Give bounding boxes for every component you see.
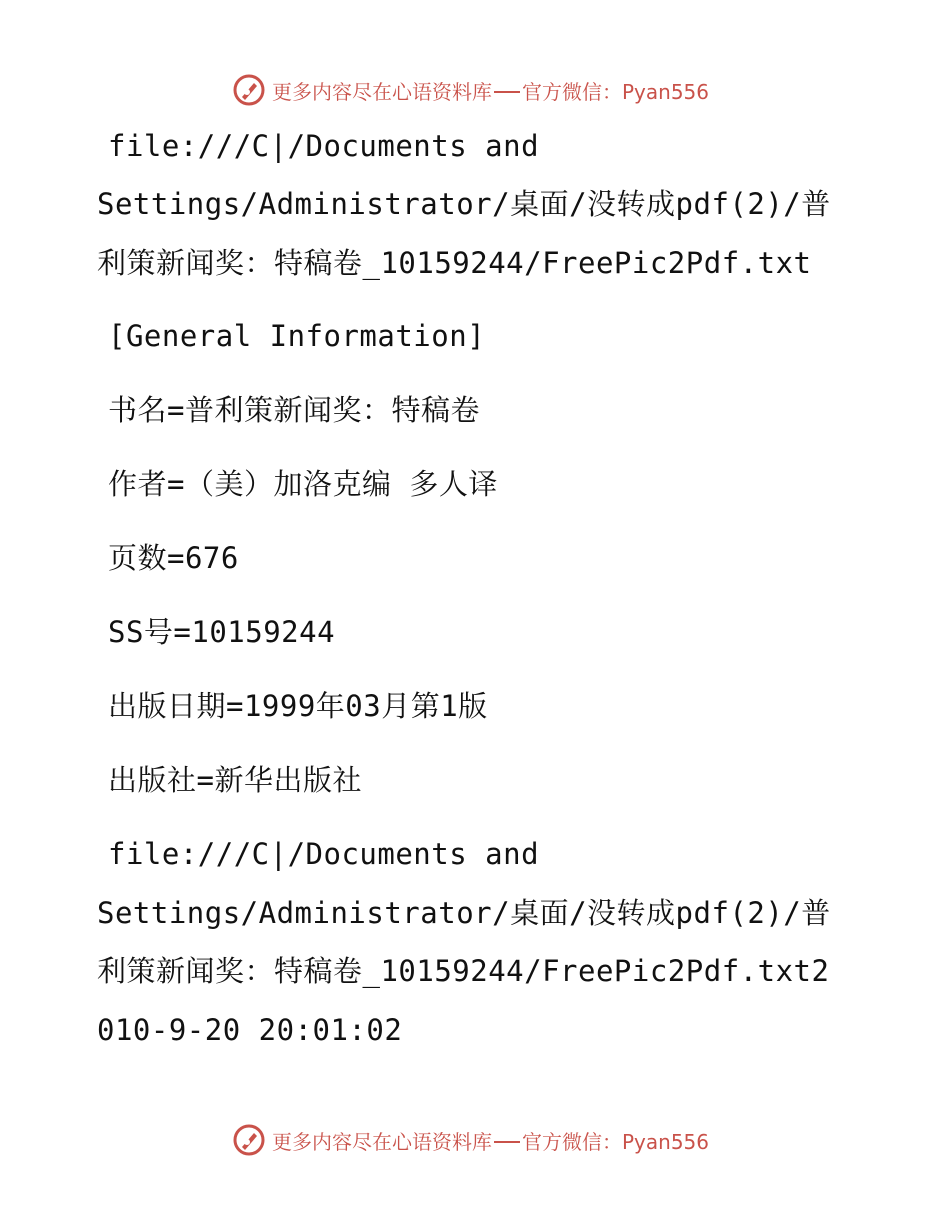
watermark-sub-label: 官方微信：: [522, 79, 622, 104]
info-publish-date: 出版日期=1999年03月第1版: [108, 689, 488, 723]
info-header: [General Information]: [108, 319, 486, 353]
watermark-main: 更多内容尽在心语资料库: [272, 79, 492, 104]
watermark-sub-id: Pyan556: [622, 1129, 710, 1154]
watermark-footer: [232, 1122, 722, 1158]
file-path-1-line-3: 利策新闻奖：特稿卷_10159244/FreePic2Pdf.txt: [97, 246, 812, 280]
red-circle-pen-logo-icon: [232, 73, 266, 107]
info-pages: 页数=676: [108, 541, 239, 575]
red-circle-pen-logo-icon: [232, 1123, 266, 1157]
file-path-1-line-2: Settings/Administrator/桌面/没转成pdf(2)/普: [97, 187, 831, 221]
watermark-text: [272, 76, 709, 105]
info-publisher: 出版社=新华出版社: [108, 763, 362, 797]
watermark-dash: [494, 91, 520, 93]
watermark-main: 更多内容尽在心语资料库: [272, 1129, 492, 1154]
file-path-2-line-4: 010-9-20 20:01:02: [97, 1013, 403, 1047]
file-path-2-line-1: file:///C|/Documents and: [108, 837, 540, 871]
file-path-1-line-1: file:///C|/Documents and: [108, 129, 540, 163]
file-path-2-line-3: 利策新闻奖：特稿卷_10159244/FreePic2Pdf.txt2: [97, 954, 830, 988]
watermark-text: [272, 1126, 709, 1155]
watermark-header: [232, 72, 722, 108]
watermark-sub-id: Pyan556: [622, 79, 710, 104]
info-title: 书名=普利策新闻奖：特稿卷: [108, 393, 480, 427]
file-path-2-line-2: Settings/Administrator/桌面/没转成pdf(2)/普: [97, 896, 831, 930]
info-ss-number: SS号=10159244: [108, 615, 336, 649]
watermark-dash: [494, 1141, 520, 1143]
watermark-sub-label: 官方微信：: [522, 1129, 622, 1154]
info-author: 作者=（美）加洛克编 多人译: [108, 467, 498, 501]
